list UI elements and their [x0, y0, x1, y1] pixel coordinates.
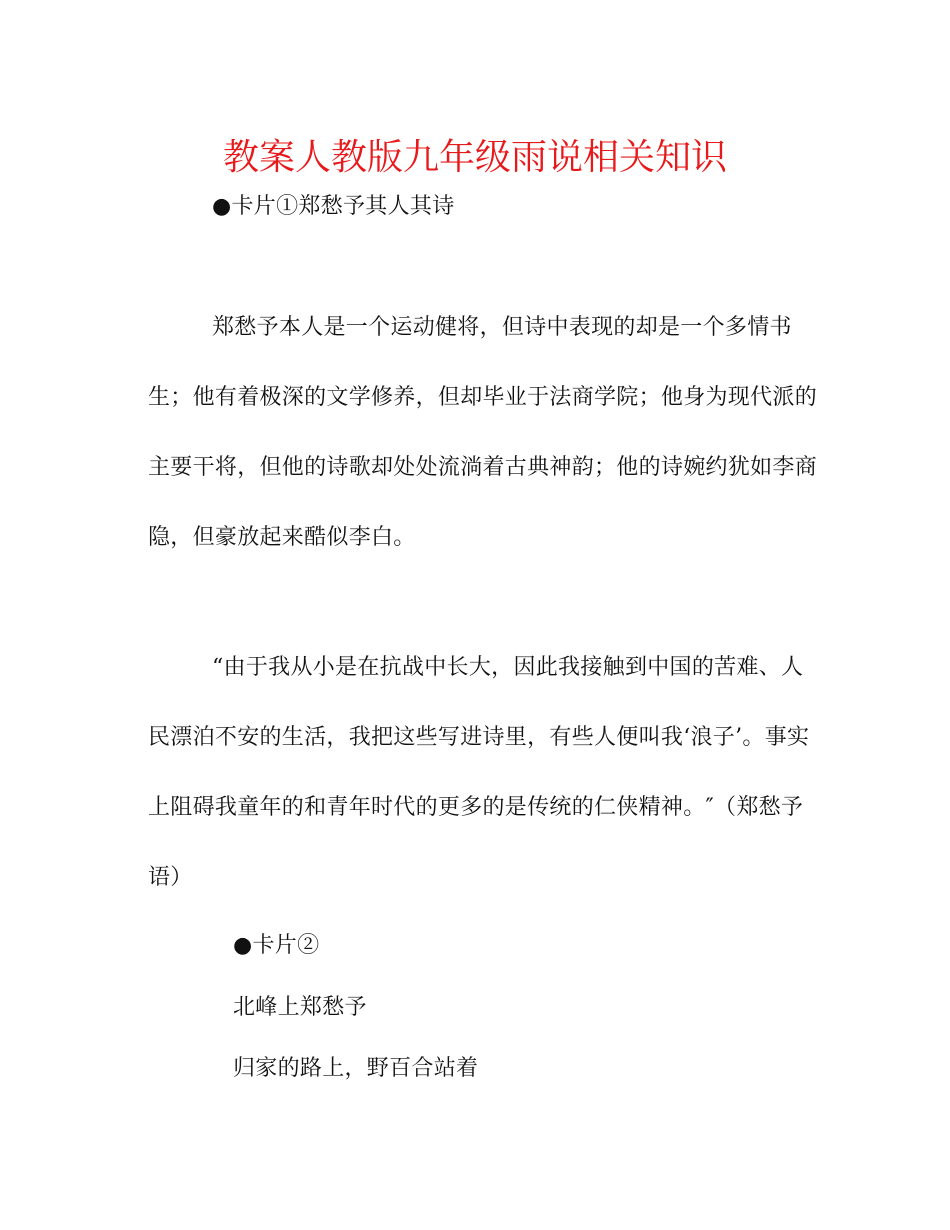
- paragraph-2-line: “由于我从小是在抗战中长大，因此我接触到中国的苦难、人: [212, 655, 804, 680]
- paragraph-1-line: 主要干将，但他的诗歌却处处流淌着古典神韵；他的诗婉约犹如李商: [148, 455, 818, 480]
- card1-heading: ●卡片①郑愁予其人其诗: [212, 194, 455, 219]
- poem-line: 归家的路上，野百合站着: [233, 1056, 479, 1081]
- document-title: 教案人教版九年级雨说相关知识: [222, 137, 727, 178]
- paragraph-1-line: 隐，但豪放起来酷似李白。: [148, 525, 416, 550]
- paragraph-1-line: 郑愁予本人是一个运动健将，但诗中表现的却是一个多情书: [212, 315, 792, 340]
- paragraph-1-line: 生；他有着极深的文学修养，但却毕业于法商学院；他身为现代派的: [148, 385, 818, 410]
- card2-heading: ●卡片②: [233, 933, 320, 958]
- paragraph-2-line: 上阻碍我童年的和青年时代的更多的是传统的仁侠精神。″（郑愁予: [148, 795, 804, 820]
- poem-title: 北峰上郑愁予: [233, 995, 367, 1020]
- paragraph-2-line: 语）: [148, 865, 193, 890]
- paragraph-2-line: 民漂泊不安的生活，我把这些写进诗里，有些人便叫我‘浪子’。事实: [148, 725, 810, 750]
